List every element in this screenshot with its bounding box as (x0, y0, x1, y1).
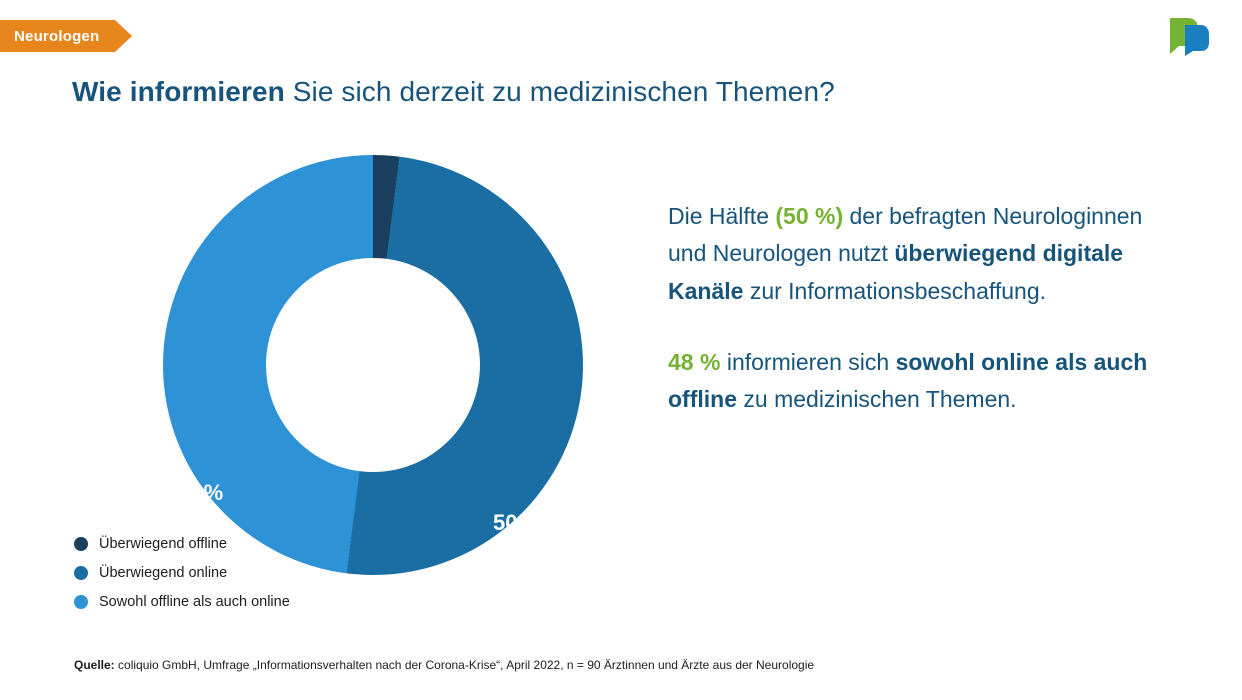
source-note (74, 658, 814, 672)
insight-p1-bold: überwiegend digitale Kanäle (668, 240, 1124, 304)
donut-hole (266, 258, 480, 472)
page-title-rest: Sie sich derzeit zu medizinischen Themen? (284, 76, 835, 107)
insight-p1-highlight: (50 %) (775, 203, 844, 229)
legend-item-online (74, 558, 494, 587)
page-title (72, 76, 835, 108)
legend-item-label: Überwiegend online (99, 564, 228, 581)
source-label: Quelle: (74, 658, 115, 672)
legend-item-offline (74, 529, 494, 558)
insight-p2-a: informieren sich (720, 348, 896, 375)
donut-chart (163, 155, 583, 575)
legend-item-label: Sowohl offline als auch online (99, 593, 290, 610)
insight-p1-c: zur Informationsbeschaffung. (743, 277, 1047, 304)
legend-color-swatch (74, 595, 88, 609)
insight-text (668, 198, 1168, 418)
legend-color-swatch (74, 537, 88, 551)
legend-item-label: Überwiegend offline (99, 535, 227, 552)
slice-label-online: 50 % (493, 510, 544, 535)
insight-p2-highlight: 48 % (668, 348, 721, 375)
insight-p1-a: Die Hälfte (668, 203, 776, 229)
coliquio-leaf-logo (1168, 16, 1210, 56)
slice-label-offline: 2 % (338, 329, 376, 354)
legend-color-swatch (74, 566, 88, 580)
category-banner-label: Neurologen (14, 27, 100, 45)
insight-p2-b: zu medizinischen Themen. (737, 386, 1017, 412)
insight-paragraph-1 (668, 198, 1168, 310)
slice-label-both: 48 % (173, 480, 224, 505)
legend-item-both (74, 587, 494, 616)
category-banner (0, 20, 132, 52)
insight-p2-bold: sowohl online als auch offline (668, 348, 1148, 412)
category-banner-body (0, 20, 115, 52)
source-text: coliquio GmbH, Umfrage „Informationsverhalten nach der Corona-Krise“, April 2022, n = 90 Ärztinnen und Ärzte aus der Neurologie (114, 658, 815, 672)
insight-paragraph-2 (668, 344, 1168, 419)
category-banner-arrow (115, 20, 132, 52)
page-title-bold: Wie informieren (72, 76, 285, 107)
insight-p1-b: der befragten Neurologinnen und Neurologen nutzt (668, 203, 1143, 267)
chart-legend (74, 529, 494, 616)
